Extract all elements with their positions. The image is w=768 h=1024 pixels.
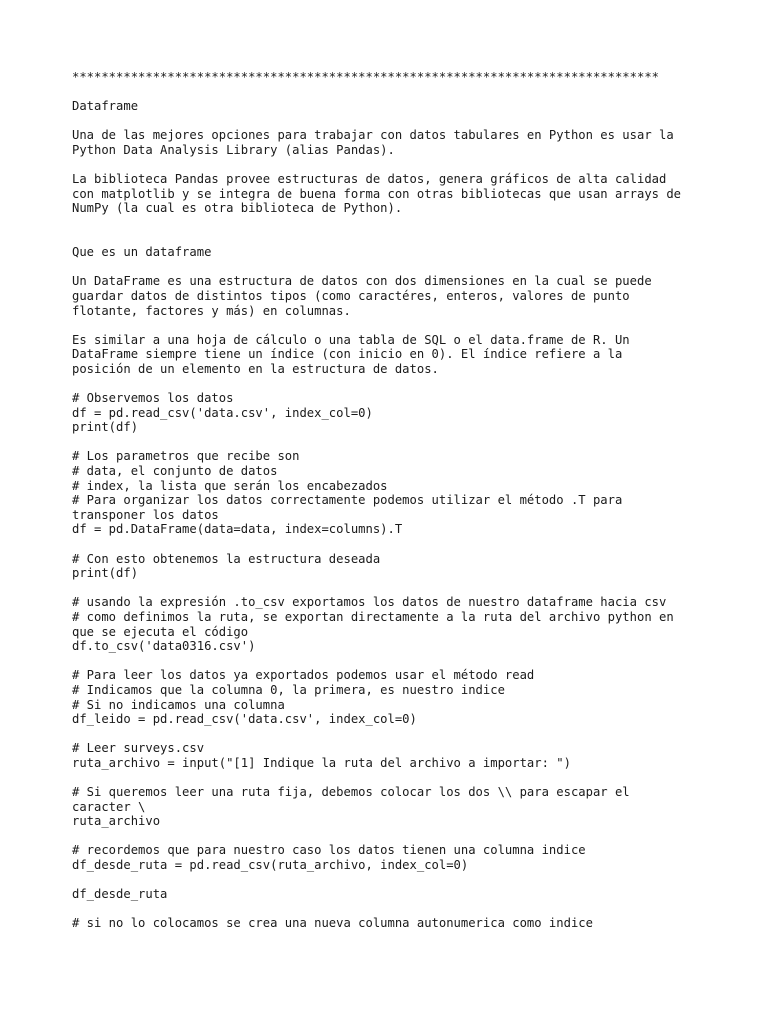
separator-line: ******************************************************************************** [72, 70, 659, 84]
code-block-escape: # Si queremos leer una ruta fija, debemos colocar los dos \\ para escapar el caracter \ ruta_archivo [72, 785, 630, 829]
definition-paragraph-1: Un DataFrame es una estructura de datos con dos dimensiones en la cual se puede guardar datos de distintos tipos (como caractéres, enteros, valores de punto flotante, factores y más) en columnas. [72, 274, 652, 318]
definition-paragraph-2: Es similar a una hoja de cálculo o una tabla de SQL o el data.frame de R. Un DataFrame siempre tiene un índice (con inicio en 0). El índice refiere a la posición de un elemento en la estructura de datos. [72, 332, 630, 376]
code-block-variable: df_desde_ruta [72, 887, 168, 902]
code-block-autonumeric: # si no lo colocamos se crea una nueva columna autonumerica como indice [72, 916, 593, 931]
intro-paragraph-2: La biblioteca Pandas provee estructuras de datos, genera gráficos de alta calidad con matplotlib y se integra de buena forma con otras bibliotecas que usan arrays de NumPy (la cual es otra biblioteca de Python). [72, 172, 682, 216]
code-block-parameters: # Los parametros que recibe son # data, el conjunto de datos # index, la lista que serán los encabezados # Para organizar los datos correctamente podemos utilizar el método .T para transponer los datos df = pd.DataFrame(data=data, index=columns).T [72, 449, 623, 537]
code-block-read: # Para leer los datos ya exportados podemos usar el método read # Indicamos que la columna 0, la primera, es nuestro indice # Si no indicamos una columna df_leido = pd.read_csv('data.csv', index_col=0) [72, 668, 535, 727]
code-block-print: # Con esto obtenemos la estructura deseada print(df) [72, 551, 381, 581]
intro-paragraph-1: Una de las mejores opciones para trabajar con datos tabulares en Python es usar la Python Data Analysis Library (alias Pandas). [72, 128, 674, 157]
heading-dataframe: Dataframe [72, 99, 139, 114]
code-block-read-path: # recordemos que para nuestro caso los datos tienen una columna indice df_desde_ruta = pd.read_csv(ruta_archivo, index_col=0) [72, 843, 586, 873]
code-block-to-csv: # usando la expresión .to_csv exportamos los datos de nuestro dataframe hacia csv # como definimos la ruta, se exportan directamente a la ruta del archivo python en que se ejecuta el código df.to_csv('data0316.csv') [72, 595, 674, 654]
document-page [72, 70, 712, 931]
code-block-input: # Leer surveys.csv ruta_archivo = input("[1] Indique la ruta del archivo a importar: ") [72, 741, 571, 770]
code-block-observe: # Observemos los datos df = pd.read_csv('data.csv', index_col=0) print(df) [72, 391, 373, 435]
heading-que-es: Que es un dataframe [72, 245, 212, 260]
